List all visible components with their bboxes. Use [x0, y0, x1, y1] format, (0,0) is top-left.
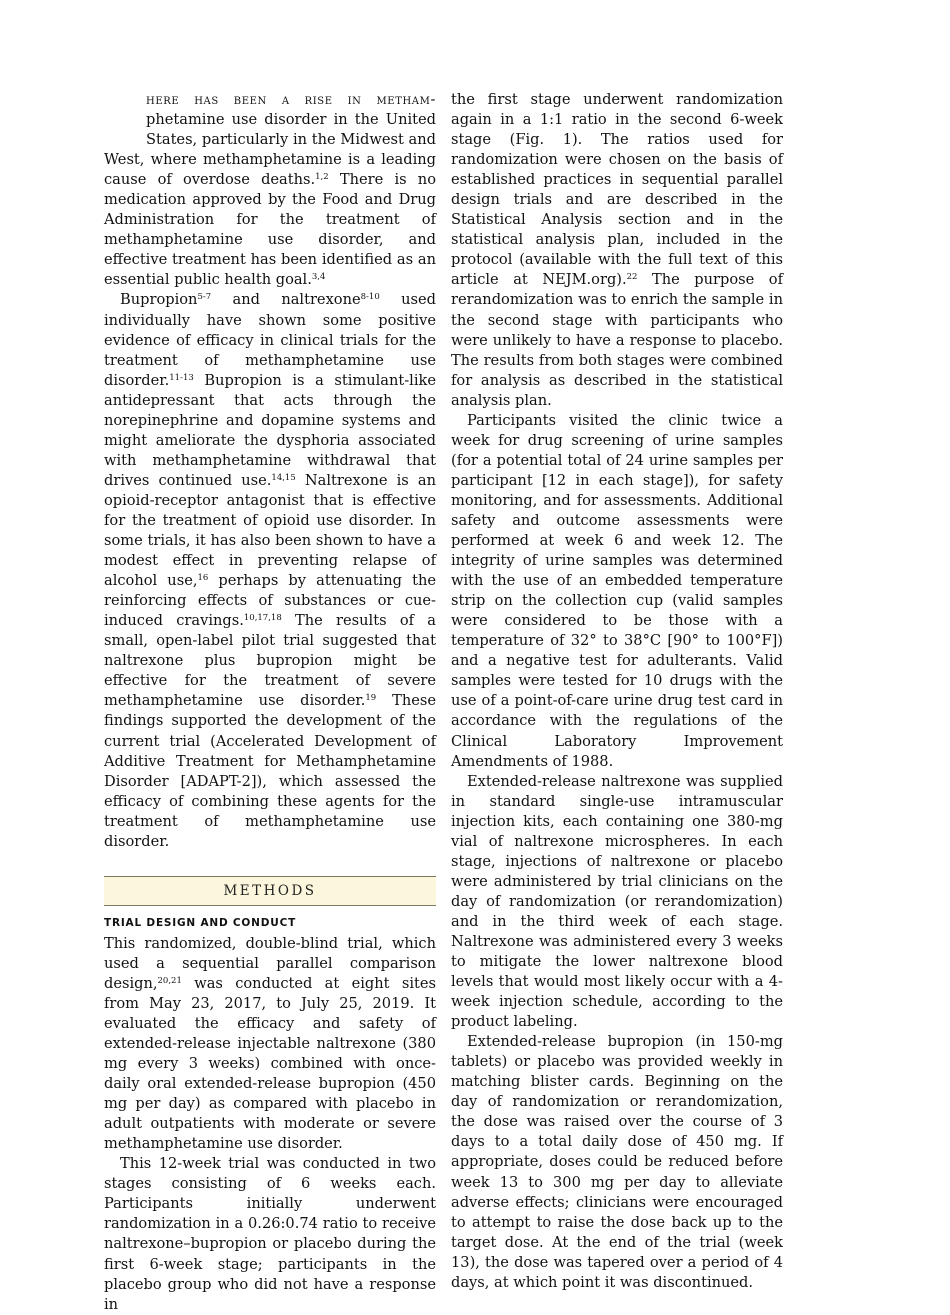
- naltrexone-paragraph: Extended-release naltrexone was supplied in standard single-use intramuscular injection kits, each containing one 380-mg vial of naltrexone microspheres. In each stage, injections of naltrexone or placebo were administered by trial clinicians on the day of randomization (or rerandomization) and in the third week of each stage. Naltrexone was administered every 3 weeks to mitigate the lower naltrexone blood levels that would most likely occur with a 4-week injection schedule, according to the product labeling.: [451, 772, 783, 1031]
- drop-cap-space: [104, 90, 146, 148]
- right-column: [451, 90, 783, 1293]
- trial-design-paragraph: This randomized, double-blind trial, which used a sequential parallel comparison design,$^{20,21}$ was conducted at eight sites from May 23, 2017, to July 25, 2019. It evaluated the efficacy and safety of extended-release injectable naltrexone (380 mg every 3 weeks) combined with once-daily oral extended-release bupropion (450 mg per day) as compared with placebo in adult outpatients with moderate or severe methamphetamine use disorder.: [104, 934, 436, 1153]
- trial-design-subheading: TRIAL DESIGN AND CONDUCT: [104, 916, 297, 929]
- urine-screening-paragraph: Participants visited the clinic twice a week for drug screening of urine samples (for a potential total of 24 urine samples per participant [12 in each stage]), for safety monitoring, and for assessments. Additional safety and outcome assessments were performed at week 6 and week 12. The integrity of urine samples was determined with the use of an embedded temperature strip on the collection cup (valid samples were considered to be those with a temperature of 32° to 38°C [90° to 100°F]) and a negative test for adulterants. Valid samples were tested for 10 drugs with the use of a point-of-care urine drug test card in accordance with the regulations of the Clinical Laboratory Improvement Amendments of 1988.: [451, 411, 783, 770]
- left-column: [104, 90, 436, 1315]
- bupropion-paragraph: Extended-release bupropion (in 150-mg tablets) or placebo was provided weekly in matching blister cards. Beginning on the day of randomization or rerandomization, the dose was raised over the course of 3 days to a total daily dose of 450 mg. If appropriate, doses could be reduced before week 13 to 300 mg per day to alleviate adverse effects; clinicians were encouraged to attempt to raise the dose back up to the target dose. At the end of the trial (week 13), the dose was tapered over a period of 4 days, at which point it was discontinued.: [451, 1033, 783, 1291]
- methods-section-heading: METHODS: [104, 876, 436, 906]
- background-paragraph: Bupropion$^{5-7}$ and naltrexone$^{8-10}$ used individually have shown some positive evidence of efficacy in clinical trials for the treatment of methamphetamine use disorder.$^{11-13}$ Bupropion is a stimulant-like antidepressant that acts through the norepinephrine and dopamine systems and might ameliorate the dysphoria associated with methamphetamine withdrawal that drives continued use.$^{14,15}$ Naltrexone is an opioid-receptor antagonist that is effective for the treatment of opioid use disorder. In some trials, it has also been shown to have a modest effect in preventing relapse of alcohol use,$^{16}$ perhaps by attenuating the reinforcing effects of substances or cue-induced cravings.$^{10,17,18}$ The results of a small, open-label pilot trial suggested that naltrexone plus bupropion might be effective for the treatment of severe methamphetamine use disorder.$^{19}$ These findings supported the development of the current trial (Accelerated Development of Additive Treatment for Methamphetamine Disorder [ADAPT-2]), which assessed the efficacy of combining these agents for the treatment of methamphetamine use disorder.: [104, 291, 436, 850]
- stages-paragraph: This 12-week trial was conducted in two stages consisting of 6 weeks each. Participants initially underwent randomization in a 0.26:0.74 ratio to receive naltrexone–bupropion or placebo during the first 6-week stage; participants in the placebo group who did not have a response in: [104, 1155, 436, 1313]
- intro-lead-smallcaps: here has been a rise in metham-: [146, 91, 436, 108]
- intro-paragraph: here has been a rise in metham- phetamine use disorder in the United States, particularly in the Midwest and West, where methamphetamine is a leading cause of overdose deaths.$^{1,2}$ There is no medication approved by the Food and Drug Administration for the treatment of methamphetamine use disorder, and effective treatment has been identified as an essential public health goal.$^{3,4}$: [104, 91, 436, 289]
- randomization-paragraph: the first stage underwent randomization again in a 1:1 ratio in the second 6-week stage (Fig. 1). The ratios used for randomization were chosen on the basis of established practices in sequential parallel design trials and are described in the Statistical Analysis section and in the statistical analysis plan, included in the protocol (available with the full text of this article at NEJM.org).$^{22}$ The purpose of rerandomization was to enrich the sample in the second stage with participants who were unlikely to have a response to placebo. The results from both stages were combined for analysis as described in the statistical analysis plan.: [451, 91, 783, 409]
